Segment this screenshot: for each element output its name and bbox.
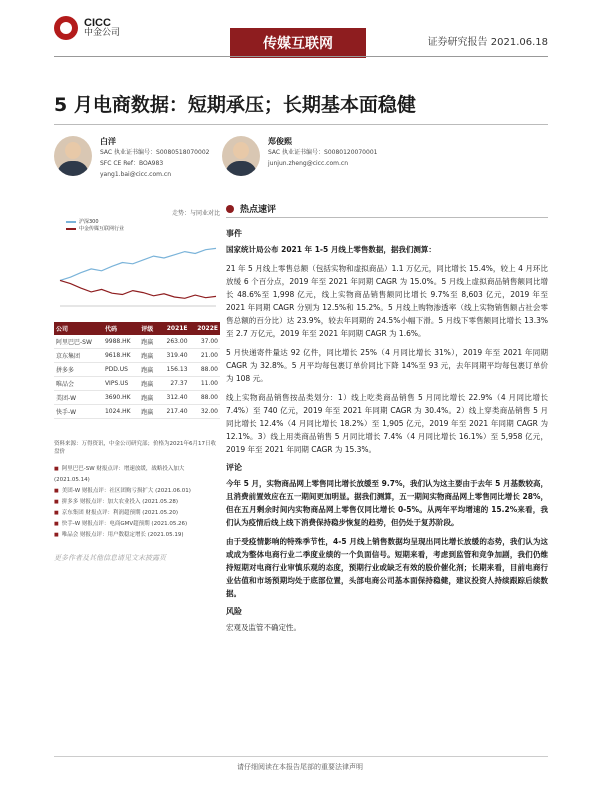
report-type-date: 证券研究报告 2021.06.18 bbox=[427, 37, 548, 48]
comment-paragraph-1: 今年 5 月，实物商品网上零售同比增长放缓至 9.7%，我们认为这主要由于去年 5 月基数较高，且消费前置效应在五一期间更加明显。据我们测算，五一期间实物商品网上零售同比增长 28%，但在五月剩余时间内实物商品网上零售仅同比增长 0-5%。从两年平均增速的 15.2%来看，我们认为疫情后线上线下消费保持稳步恢复的趋势，但仍处于复苏阶段。 bbox=[226, 479, 548, 527]
avatar bbox=[222, 136, 260, 176]
table-header-cell: 评级 bbox=[139, 322, 159, 335]
table-cell: 跑赢 bbox=[139, 377, 159, 391]
comment-heading: 评论 bbox=[226, 463, 242, 472]
table-cell: 跑赢 bbox=[139, 405, 159, 419]
table-header-cell: 代码 bbox=[103, 322, 139, 335]
table-cell: 21.00 bbox=[190, 349, 220, 363]
table-cell: 156.13 bbox=[159, 363, 190, 377]
analyst-name: 白洋 bbox=[100, 137, 116, 146]
table-cell: 跑赢 bbox=[139, 335, 159, 349]
chart-label: 走势：与同业对比 bbox=[172, 210, 221, 217]
table-row bbox=[54, 363, 220, 377]
table-row bbox=[54, 377, 220, 391]
analyst-card-2 bbox=[222, 136, 377, 176]
table-row bbox=[54, 349, 220, 363]
analyst-email[interactable]: junjun.zheng@cicc.com.cn bbox=[268, 160, 349, 167]
table-cell: 263.00 bbox=[159, 335, 190, 349]
table-row bbox=[54, 391, 220, 405]
related-report-item[interactable]: ■ 美团-W 财报点评：社区团购亏损扩大 (2021.06.01) bbox=[54, 486, 220, 497]
footer-disclaimer[interactable]: 请仔细阅读在本报告尾部的重要法律声明 bbox=[237, 763, 363, 771]
stock-chart bbox=[54, 214, 220, 314]
related-report-item[interactable]: ■ 京东集团 财报点评：利润超预期 (2021.05.20) bbox=[54, 508, 220, 519]
table-row bbox=[54, 405, 220, 419]
risk-paragraph: 宏观及监管不确定性。 bbox=[226, 623, 301, 632]
table-cell: VIPS.US bbox=[103, 377, 139, 391]
related-report-item[interactable]: ■ 阿里巴巴-SW 财报点评：增速放缓，战略投入加大 (2021.05.14) bbox=[54, 464, 220, 486]
analyst-cert: SAC 执业证书编号：S0080518070002 bbox=[100, 149, 210, 156]
more-info-link[interactable]: 更多作者及其他信息请见文末披露页 bbox=[54, 554, 166, 562]
analyst-card-1 bbox=[54, 136, 209, 180]
table-cell: 32.00 bbox=[190, 405, 220, 419]
table-source-note: 资料来源：万得资讯，中金公司研究部；价格为2021年6月17日收盘价 bbox=[54, 441, 216, 455]
table-cell: 312.40 bbox=[159, 391, 190, 405]
analyst-name: 郑俊熙 bbox=[268, 137, 292, 146]
analyst-cert: SAC 执业证书编号：S0080120070001 bbox=[268, 149, 378, 156]
table-cell: 9988.HK bbox=[103, 335, 139, 349]
related-report-item[interactable]: ■ 拼多多 财报点评：加大农业投入 (2021.05.28) bbox=[54, 497, 220, 508]
table-cell: PDD.US bbox=[103, 363, 139, 377]
table-cell: 3690.HK bbox=[103, 391, 139, 405]
related-report-item[interactable]: ■ 快手-W 财报点评：电商GMV超预期 (2021.05.26) bbox=[54, 519, 220, 530]
table-cell: 319.40 bbox=[159, 349, 190, 363]
analyst-cert-2: SFC CE Ref：BOA983 bbox=[100, 160, 164, 167]
table-cell: 阿里巴巴-SW bbox=[54, 335, 103, 349]
main-content bbox=[226, 200, 548, 640]
bullet-icon bbox=[226, 205, 234, 213]
table-cell: 跑赢 bbox=[139, 391, 159, 405]
related-reports-list bbox=[54, 464, 220, 541]
page-title: 5 月电商数据：短期承压；长期基本面稳健 bbox=[54, 94, 416, 116]
table-cell: 88.00 bbox=[190, 391, 220, 405]
event-paragraph-1: 21 年 5 月线上零售总额（包括实物和虚拟商品）1.1 万亿元，同比增长 15.4%，较上 4 月环比放缓 6 个百分点，2019 年至 2021 年同期 CAGR 为 15.0%。5 月线上虚拟商品销售额同比增长 48.6%至 1,998 亿元，线上实物商品销售额同比增长 9.7%至 8,603 亿元，2019 年至 2021 年同期 CAGR 分别为 12.5%和 15.2%。5 月线上购物渗透率（线上实物销售额占社会零售总额的百分比）达 23.9%，较去年同期的 24.5%小幅下滑。5 月线下零售额同比增长 13.3%至 2.7 万亿元，2019 年至 2021 年同期 CAGR 为 1.6%。 bbox=[226, 264, 548, 338]
logo-english: CICC bbox=[84, 17, 111, 29]
table-header bbox=[54, 322, 220, 335]
table-cell: 美团-W bbox=[54, 391, 103, 405]
chart-legend bbox=[66, 218, 124, 232]
event-heading: 事件 bbox=[226, 229, 242, 238]
stock-table bbox=[54, 322, 220, 419]
title-divider bbox=[54, 124, 548, 125]
risk-heading: 风险 bbox=[226, 607, 242, 616]
table-header-cell: 公司 bbox=[54, 322, 103, 335]
section-header bbox=[226, 200, 548, 218]
logo-chinese: 中金公司 bbox=[84, 28, 121, 38]
event-paragraph-2: 5 月快递寄件量达 92 亿件，同比增长 25%（4 月同比增长 31%），2019 年至 2021 年同期 CAGR 为 32.8%。5 月平均每包裹订单价同比下降 14%至 93 元，去年同期平均每包裹订单价为 108 元。 bbox=[226, 348, 548, 383]
event-lead: 国家统计局公布 2021 年 1-5 月线上零售数据，据我们测算： bbox=[226, 245, 436, 254]
series-line-1 bbox=[60, 248, 216, 280]
header-divider bbox=[54, 56, 548, 57]
related-report-item[interactable]: ■ 唯品会 财报点评：用户数稳定增长 (2021.05.19) bbox=[54, 530, 220, 541]
table-cell: 拼多多 bbox=[54, 363, 103, 377]
table-cell: 唯品会 bbox=[54, 377, 103, 391]
comment-paragraph-2: 由于受疫情影响的特殊季节性，4-5 月线上销售数据均呈现出同比增长放缓的态势，我们认为这或成为整体电商行业二季度业绩的一个负面信号。短期来看，考虑到监管和竞争加剧，我们仍维持短期对电商行业审慎乐观的态度，预期行业或缺乏有效的股价催化剂；长期来看，目前电商行业估值和市场预期均处于底部位置，头部电商公司基本面保持稳健，建议投资人持续跟踪后续数据。 bbox=[226, 537, 548, 598]
series-line-2 bbox=[60, 280, 216, 298]
table-cell: 快手-W bbox=[54, 405, 103, 419]
event-paragraph-3: 线上实物商品销售按品类划分：1）线上吃类商品销售 5 月同比增长 22.9%（4 月同比增长 7.4%）至 740 亿元，2019 年至 2021 年同期 CAGR 为 30.4%。2）线上穿类商品销售 5 月同比增长 12.4%（4 月同比增长 18.2%）至 1,905 亿元，2019 年至 2021 年同期 CAGR 为 12.1%。3）线上用类商品销售 5 月同比增长 7.4%（4 月同比增长 16.1%）至 5,958 亿元，2019 年至 2021 年同期 CAGR 为 15.3%。 bbox=[226, 393, 548, 454]
section-title: 热点速评 bbox=[240, 205, 277, 215]
avatar bbox=[54, 136, 92, 176]
cicc-logo bbox=[54, 16, 120, 40]
table-cell: 跑赢 bbox=[139, 349, 159, 363]
table-cell: 跑赢 bbox=[139, 363, 159, 377]
table-cell: 217.40 bbox=[159, 405, 190, 419]
table-row bbox=[54, 335, 220, 349]
footer-divider bbox=[54, 756, 548, 757]
table-cell: 11.00 bbox=[190, 377, 220, 391]
table-header-cell: 2022E bbox=[190, 322, 220, 335]
table-cell: 88.00 bbox=[190, 363, 220, 377]
legend-item-2: 中金传媒互联网行业 bbox=[66, 225, 124, 232]
table-cell: 9618.HK bbox=[103, 349, 139, 363]
legend-item-1: 沪深300 bbox=[66, 218, 124, 225]
table-cell: 37.00 bbox=[190, 335, 220, 349]
cicc-logo-icon bbox=[54, 16, 78, 40]
table-cell: 27.37 bbox=[159, 377, 190, 391]
table-cell: 1024.HK bbox=[103, 405, 139, 419]
table-cell: 京东集团 bbox=[54, 349, 103, 363]
report-header bbox=[0, 0, 600, 72]
industry-tab: 传媒互联网 bbox=[230, 28, 366, 58]
table-header-cell: 2021E bbox=[159, 322, 190, 335]
analyst-email[interactable]: yang1.bai@cicc.com.cn bbox=[100, 171, 172, 178]
